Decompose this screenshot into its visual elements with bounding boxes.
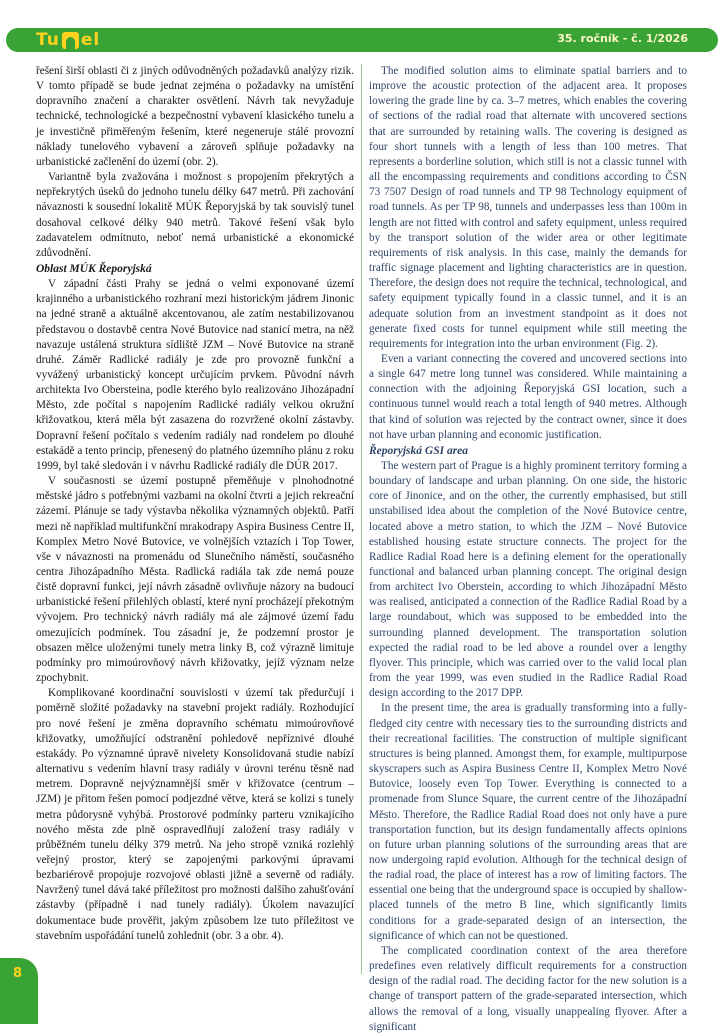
cz-heading: Oblast MÚK Řeporyjská [36,263,152,276]
column-divider [361,64,362,974]
en-paragraph: In the present time, the area is gradually transforming into a fully-fledged city centre with necessary ties to the surrounding districts and their recreational facilities. The construction of multiple significant structures is being planned. Amongst them, for example, multipurpose skyscrapers such as Aspira Business Centre II, Komplex Metro Nové Butovice, loosely even Top Tower. Everything is connected to a promenade from Slunce Square, the current centre of the Jihozápadní Město. Therefore, the Radlice Radial Road does not only have a pure transportation function, but its design fundamentally affects opinions on future urban planning solutions of the surrounding areas that are now undergoing rapid evolution. Although for the technical design of the radial road, the place of interest has a row of limiting factors. The essential one being that the underground space is occupied by shallow-placed tunnels of the metro B line, which significantly limits conditions for a grade-separated design of an intersection, the significance of which can not be questioned. [369,702,687,942]
english-text-column [369,64,687,1033]
czech-text-column [36,64,354,979]
cz-paragraph: V západní části Prahy se jedná o velmi exponované území krajinného a urbanistického rozhraní mezi historickým jádrem Jinonic na jedné straně a aktuálně akcentovanou, ale zatím nestabilizovanou představou o dostavbě centra Nové Butovice nad stanicí metra, na něž navazuje ustálená struktura sídliště JZM – Nové Butovice na straně druhé. Záměr Radlické radiály je zde pro provozně funkční a vyvážený urbanistický koncept určujícím prvkem. Původní návrh architekta Ivo Obersteina, podle kterého bylo realizováno Jihozápadní Město, zde počítal s napojením Radlické radiály velkou okružní křižovatkou, která měla být zasazena do rozvržené okolní zástavby. Dopravní řešení počítalo s vedením radiály nad rondelem po dlouhé estakádě a tento princip, přenesený do platného územního plánu z roku 1999, byl také sledován i v návrhu Radlické radiály dle DÚR 2017. [36,278,354,472]
tunel-logo [36,29,100,51]
en-heading: Řeporyjská GSI area [369,444,469,457]
cz-paragraph: V současnosti se území postupně přeměňuje v plnohodnotné městské jádro s potřebnými vazbami na okolní čtvrti a jejich rekreační zázemí. Plánuje se tady výstavba několika významných objektů. Patří mezi ně například multifunkční mrakodrapy Aspira Business Centre II, Komplex Metro Nové Butovice, ve volnějších vztazích i Top Tower, vše v návaznosti na promenádu od Slunečního náměstí, současného centra Jihozápadního Města. Radlická radiála tak zde nemá pouze čistě dopravní funkci, její návrh zásadně ovlivňuje názory na budoucí urbanistické řešení přilehlých oblastí, které nyní procházejí překotným vývojem. Pro technický návrh radiály má ale zájmové území řadu omezujících podmínek. Tou zásadní je, že podzemní prostor je obsazen mělce uloženými tunely metra linky B, což výrazně limituje podmínky pro mimoúrovňový návrh křižovatky, jejíž význam nelze zpochybnit. [36,475,354,685]
en-paragraph: The western part of Prague is a highly prominent territory forming a boundary of landscape and urban planning. On one side, the historic core of Jinonice, and on the other, the currently emphasised, but still unstabilised idea about the completion of the Nové Butovice centre, located above a metro station, to which the JZM – Nové Butovice established housing estate structure connects. The project for the Radlice Radial Road here is a defining element for the operationally functional and balanced urban planning concept. The original design from architect Ivo Oberstein, according to which Jihozápadní Město was realised, anticipated a connection of the Radlice Radial Road by a large roundabout, which was supposed to be embedded into the surrounding planned development. The transportation solution expected the radial road to be led above a roundel over a lengthy flyover. This principle, which was carried over to the valid local plan from the year 1999, was even studied in the Radlice Radial Road design according to the 2017 DPP. [369,459,687,700]
header-bar [6,28,718,52]
logo-text-start: Tu [36,30,60,50]
cz-paragraph: Variantně byla zvažována i možnost s propojením překrytých a nepřekrytých úseků do jednoho tunelu délky 647 metrů. Při zachování návaznosti k sousední lokalitě MÚK Řeporyjská by tak souvislý tunel dosahoval celkové délky 940 metrů. Takové řešení však bylo zadavatelem odmítnuto, neboť nemá urbanistické a ekonomické zdůvodnění. [36,171,354,259]
en-paragraph: Even a variant connecting the covered and uncovered sections into a single 647 metre long tunnel was considered. While maintaining a connection with the adjoining Řeporyjská GSI location, such a continuous tunnel would reach a total length of 940 metres. Although that kind of solution was rejected by the contract owner, since it does not have urban planning and economic justification. [369,352,687,441]
en-paragraph: The modified solution aims to eliminate spatial barriers and to improve the acoustic protection of the adjacent area. It proposes lowering the grade line by ca. 3–7 metres, which enables the covering of sections of the radial road that alternate with uncovered sections that are surrounded by retaining walls. The covering is designed as four short tunnels with a length of less than 100 metres. That represents a borderline solution, which still is not a classic tunnel with all the encompassing requirements and conditions according to ČSN 73 7507 Design of road tunnels and TP 98 Technology equipment of road tunnels. As per TP 98, tunnels and underpasses less than 100m in length are not fitted with control and safety equipment, unless required by the transport solution of the wider area or other legitimate requirements of risk analysis. In this case, mainly the demands for traffic signage placement and lighting characteristics are in question. Therefore, the design does not require the technical, technological, and safety equipment typically found in a classic tunnel, and it is an adequate solution from an investment standpoint as it does not generate fixed costs for tunnel equipment while still meeting the requirements for integration into the urban environment (Fig. 2). [369,65,687,350]
en-paragraph: The complicated coordination context of the area therefore predefines even relatively difficult requirements for a construction design of the radial road. The deciding factor for the new solution is a change of transport pattern of the grade-separated intersection, which allows the removal of a long, visually unappealing flyover. After a significant [369,944,687,1033]
cz-paragraph: Komplikované koordinační souvislosti v území tak předurčují i poměrně složité požadavky na stavební projekt radiály. Rozhodující pro nové řešení je změna dopravního schématu mimoúrovňové křižovatky, umožňující odstranění pohledově nepříznivé dlouhé estakády. Po významné úpravě nivelety Konsolidovaná studie nabízí alternativu s vedením hlavní trasy radiály v úrovni terénu těsně nad metrem. Dopravně nejvýznamnější směr v křižovatce (centrum – JZM) je přitom řešen pomocí podjezdné větve, která se kolizi s tunely metra půdorysně vyhýbá. Prostorové podmínky parteru vznikajícího nového města zde plně ospravedlňují založení trasy radiály v průběžném tunelu délky 379 metrů. Na jeho stropě vzniká rozlehlý veřejný prostor, který se zapojenými parkovými úpravami bezbariérově propojuje rozvojové oblasti jižně a severně od radiály. Navržený tunel dává také příležitost pro možnosti dalšího zahušťování zástavby (případně i nad tunely radiály). Úkolem navazující dokumentace bude prověřit, jakým způsobem lze tuto příležitost ve stavebním uspořádání tunelů zohlednit (obr. 3 a obr. 4). [36,687,354,942]
page-number: 8 [13,966,23,981]
logo-text-end: el [80,30,101,50]
cz-paragraph: řešení širší oblasti či z jiných odůvodněných požadavků analýzy rizik. V tomto případě se bude jednat zejména o požadavky na umístění dopravního značení a charakter osvětlení. Návrh tak nevyžaduje technické, technologické a bezpečnostní vybavení klasického tunelu a je investičně přiměřeným řešením, které negeneruje stálé provozní náklady tunelového vybavení a zároveň splňuje požadavky na urbanistické začlenění do území (obr. 2). [36,65,354,168]
page-number-tab [0,958,38,1024]
tunnel-portal-icon [62,32,79,49]
issue-number: 35. ročník - č. 1/2026 [557,32,688,45]
